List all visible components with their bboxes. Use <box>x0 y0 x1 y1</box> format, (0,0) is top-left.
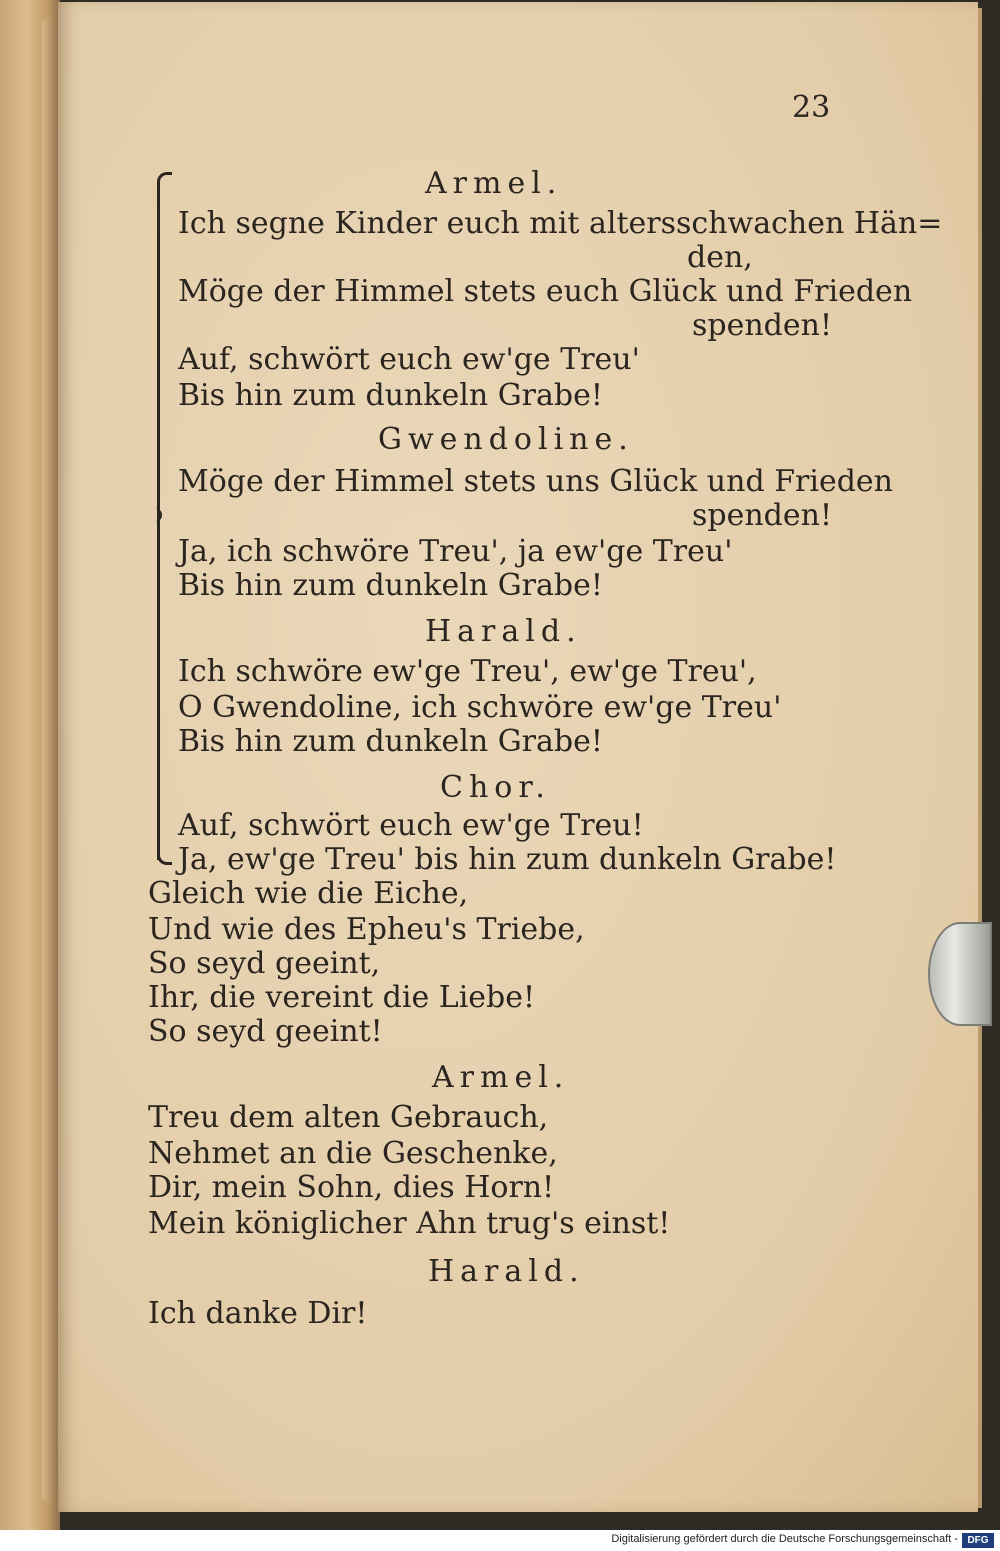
bookmark-tab <box>928 922 992 1026</box>
verse-line: Ich danke Dir! <box>148 1296 368 1331</box>
verse-line: Bis hin zum dunkeln Grabe! <box>178 724 603 759</box>
verse-line: Und wie des Epheu's Triebe, <box>148 912 585 947</box>
speaker-harald: Harald. <box>428 1254 585 1289</box>
dfg-logo: DFG <box>962 1533 994 1548</box>
verse-line: den, <box>687 240 753 275</box>
verse-line: Ich schwöre ew'ge Treu', ew'ge Treu', <box>178 654 757 689</box>
speaker-chor: Chor. <box>440 770 551 805</box>
verse-line: Mein königlicher Ahn trug's einst! <box>148 1206 671 1241</box>
verse-line: Möge der Himmel stets uns Glück und Frieden <box>178 464 893 499</box>
speaker-harald: Harald. <box>425 614 582 649</box>
verse-line: So seyd geeint, <box>148 946 381 981</box>
bracket-notch <box>145 508 162 522</box>
verse-line: Auf, schwört euch ew'ge Treu' <box>178 342 640 377</box>
verse-line: spenden! <box>692 308 833 343</box>
digitization-credit: Digitalisierung gefördert durch die Deutsche Forschungsgemeinschaft - <box>611 1533 958 1545</box>
verse-line: Dir, mein Sohn, dies Horn! <box>148 1170 555 1205</box>
verse-line: Ja, ich schwöre Treu', ja ew'ge Treu' <box>178 534 733 569</box>
book-spine-edge <box>42 20 54 1500</box>
verse-line: Ich segne Kinder euch mit altersschwachen Hän= <box>178 206 943 241</box>
verse-line: Möge der Himmel stets euch Glück und Frieden <box>178 274 913 309</box>
verse-line: Auf, schwört euch ew'ge Treu! <box>178 808 644 843</box>
verse-line: So seyd geeint! <box>148 1014 383 1049</box>
verse-line: Nehmet an die Geschenke, <box>148 1136 558 1171</box>
verse-line: spenden! <box>692 498 833 533</box>
verse-line: Ja, ew'ge Treu' bis hin zum dunkeln Grabe! <box>178 842 837 877</box>
verse-line: Bis hin zum dunkeln Grabe! <box>178 378 603 413</box>
speaker-gwendoline: Gwendoline. <box>378 422 634 457</box>
verse-line: Ihr, die vereint die Liebe! <box>148 980 536 1015</box>
verse-line: Gleich wie die Eiche, <box>148 876 469 911</box>
verse-line: Treu dem alten Gebrauch, <box>148 1100 549 1135</box>
page-number: 23 <box>792 90 831 125</box>
speaker-armel: Armel. <box>432 1060 570 1095</box>
speaker-armel: Armel. <box>425 166 563 201</box>
verse-line: O Gwendoline, ich schwöre ew'ge Treu' <box>178 690 782 725</box>
verse-line: Bis hin zum dunkeln Grabe! <box>178 568 603 603</box>
